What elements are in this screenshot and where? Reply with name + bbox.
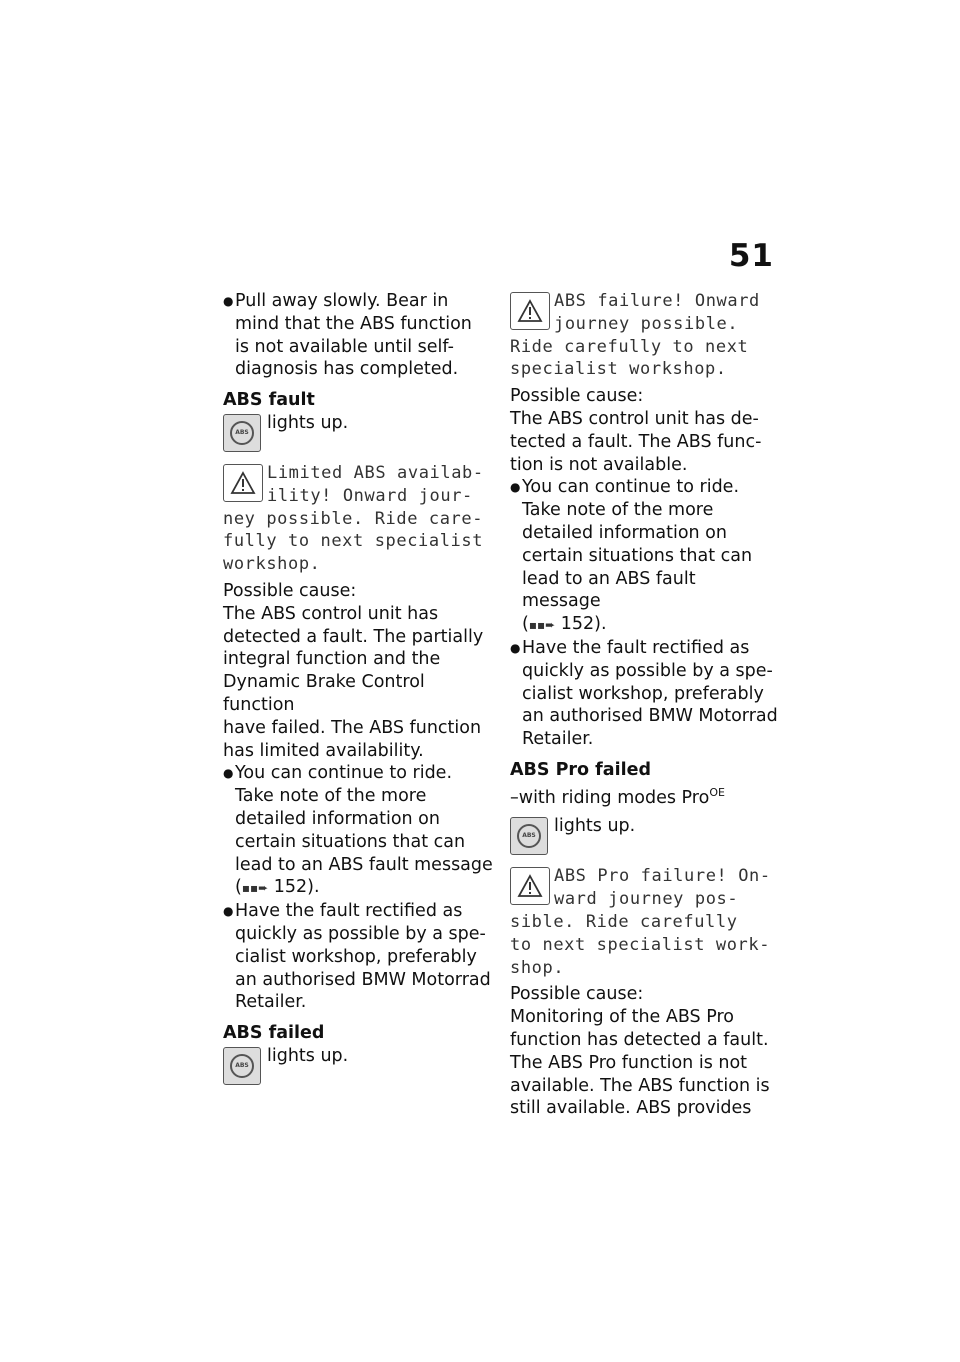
cause-line: available. The ABS function is [510, 1075, 770, 1096]
warning-triangle-icon [510, 292, 550, 330]
heading-abs-pro-failed: ABS Pro failed [510, 759, 651, 780]
cause-line: detected a fault. The partially [223, 626, 484, 647]
warning-row [510, 290, 778, 336]
text-line: Retailer. [235, 992, 307, 1013]
warning-text-line: ABS failure! Onward [554, 291, 760, 311]
cause-line: The ABS control unit has de- [510, 408, 759, 429]
warning-text-line: Ride carefully to next [510, 336, 749, 357]
warning-triangle-icon [510, 867, 550, 905]
text-line: an authorised BMW Motorrad [235, 969, 491, 990]
page-ref-arrow-icon: ▪▪➨ [241, 881, 269, 896]
bullet-pull-away [223, 290, 495, 381]
warning-text-line: fully to next specialist [223, 531, 484, 552]
text-line: diagnosis has completed. [235, 359, 459, 380]
warning-text-line: journey possible. [554, 313, 739, 334]
page-ref-arrow-icon: ▪▪➨ [528, 618, 556, 633]
cause-line: have failed. The ABS function [223, 717, 482, 738]
lights-up-text: lights up. [267, 412, 349, 433]
text-line: quickly as possible by a spe- [522, 660, 773, 681]
text-line: You can continue to ride. [235, 763, 453, 784]
abs-indicator-icon: ABS [223, 1047, 261, 1085]
warning-text-line: sible. Ride carefully [510, 911, 738, 932]
cause-line: function has detected a fault. [510, 1029, 769, 1050]
text-line: lead to an ABS fault message [522, 568, 696, 612]
bullet-rectify-fault [223, 900, 495, 1014]
page-reference[interactable]: (▪▪➨ 152). [235, 877, 320, 898]
warning-text-line: ward journey pos- [554, 889, 739, 910]
bullet-dot: ● [223, 904, 234, 919]
warning-triangle-icon [223, 464, 263, 502]
page-reference[interactable]: (▪▪➨ 152). [522, 614, 607, 635]
text-line: Take note of the more [235, 786, 427, 807]
warning-text-line: shop. [510, 957, 565, 978]
abs-indicator-row [223, 412, 495, 456]
lights-up-text: lights up. [267, 1045, 349, 1066]
optional-equipment-marker: OE [709, 785, 725, 799]
cause-label: Possible cause: [510, 984, 644, 1005]
text-line: certain situations that can [235, 831, 466, 852]
warning-text-line: Limited ABS availab- [267, 462, 484, 483]
cause-line: integral function and the [223, 649, 441, 670]
left-column [223, 290, 495, 1089]
text-line: Retailer. [522, 729, 594, 750]
bullet-continue-ride [223, 762, 495, 900]
cause-line: The ABS Pro function is not [510, 1052, 748, 1073]
warning-text-line: ABS Pro failure! On- [554, 866, 771, 887]
cause-line: has limited availability. [223, 740, 424, 761]
cause-label: Possible cause: [223, 580, 357, 601]
text-line: detailed information on [235, 808, 440, 829]
heading-abs-fault: ABS fault [223, 390, 315, 411]
cause-line: Monitoring of the ABS Pro [510, 1007, 734, 1028]
text-line: Have the fault rectified as [235, 901, 463, 922]
page-number: 51 [728, 238, 774, 274]
text-line: cialist workshop, preferably [522, 683, 764, 704]
text-line: Have the fault rectified as [522, 637, 750, 658]
text-line: an authorised BMW Motorrad [522, 706, 778, 727]
cause-line: still available. ABS provides [510, 1098, 752, 1119]
text-line: Take note of the more [522, 500, 714, 521]
bullet-dot: ● [223, 294, 234, 308]
subheading-riding-modes: –with riding modes Pro$^{OE}$ [510, 785, 725, 808]
abs-indicator-icon: ABS [223, 414, 261, 452]
cause-label: Possible cause: [510, 386, 644, 407]
warning-text-line: to next specialist work- [510, 934, 771, 955]
cause-line: tected a fault. The ABS func- [510, 431, 762, 452]
text-line: quickly as possible by a spe- [235, 923, 486, 944]
bullet-dot: ● [510, 640, 521, 655]
text-line: certain situations that can [522, 545, 753, 566]
cause-line: tion is not available. [510, 454, 688, 475]
bullet-dot: ● [510, 480, 521, 495]
warning-row [510, 865, 778, 911]
text-line: You can continue to ride. [522, 477, 740, 498]
bullet-rectify-fault [510, 637, 778, 751]
warning-row [223, 462, 495, 508]
text-line: is not available until self- [235, 336, 454, 357]
heading-abs-failed: ABS failed [223, 1023, 325, 1044]
abs-indicator-row [223, 1045, 495, 1089]
warning-text-line: workshop. [223, 554, 321, 575]
warning-text-line: ility! Onward jour- [267, 485, 473, 506]
text-line: mind that the ABS function [235, 313, 472, 334]
bullet-dot: ● [223, 766, 234, 781]
abs-indicator-row [510, 815, 778, 859]
cause-line: The ABS control unit has [223, 603, 439, 624]
text-line: cialist workshop, preferably [235, 946, 477, 967]
warning-text-line: specialist workshop. [510, 359, 727, 380]
warning-text-line: ney possible. Ride care- [223, 508, 484, 529]
bullet-continue-ride [510, 476, 778, 637]
text-line: lead to an ABS fault message [235, 854, 493, 875]
text-line: detailed information on [522, 522, 727, 543]
text-line: Pull away slowly. Bear in [235, 291, 449, 311]
cause-line: Dynamic Brake Control function [223, 672, 425, 715]
abs-indicator-icon: ABS [510, 817, 548, 855]
lights-up-text: lights up. [554, 816, 636, 837]
right-column [510, 290, 778, 1120]
